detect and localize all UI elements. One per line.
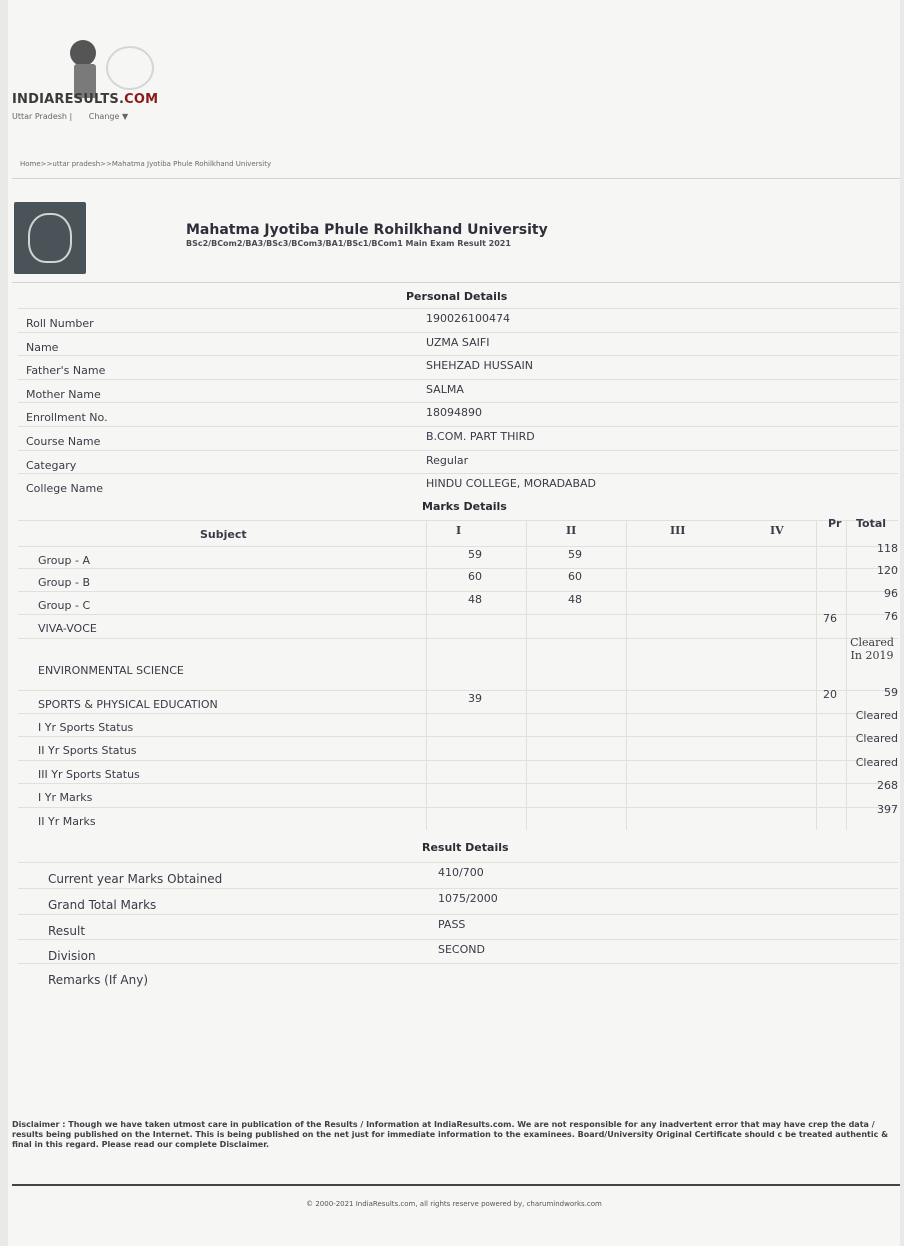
result-label: Remarks (If Any) [48, 973, 149, 987]
mark-col-total: 118 [877, 542, 898, 555]
copyright-text: © 2000-2021 IndiaResults.com, all rights reserve powered by, charumindworks.com [306, 1200, 602, 1208]
logo-suffix: COM [124, 92, 159, 107]
subject-name: Group - C [38, 599, 91, 612]
logo-bubble-icon [106, 46, 154, 90]
state-label: Uttar Pradesh | [12, 112, 73, 121]
mark-col-i: 60 [468, 570, 482, 583]
personal-label: Roll Number [26, 317, 94, 330]
personal-label: Name [26, 340, 59, 354]
result-label: Result [48, 924, 86, 938]
column-header: II [566, 524, 577, 537]
mark-col-pr: 20 [823, 688, 837, 701]
mark-col-ii: 59 [568, 548, 582, 561]
personal-label: Enrollment No. [26, 411, 108, 425]
subject-name: I Yr Sports Status [38, 721, 134, 734]
table-row [18, 546, 898, 569]
grid-line [846, 520, 847, 830]
result-value: 1075/2000 [438, 892, 498, 905]
mark-col-i: 39 [468, 692, 482, 705]
table-row [18, 760, 898, 784]
column-header: I [456, 524, 462, 537]
personal-value: B.COM. PART THIRD [426, 430, 535, 443]
result-details-heading: Result Details [422, 841, 509, 854]
table-row [18, 963, 898, 989]
mark-col-total: 76 [884, 610, 898, 623]
mark-col-i: 59 [468, 548, 482, 561]
mark-col-pr: 76 [823, 612, 837, 625]
subject-name: II Yr Marks [38, 815, 96, 828]
mark-col-ii: 60 [568, 570, 582, 583]
mark-col-total: 268 [877, 779, 898, 792]
mark-col-i: 48 [468, 593, 482, 606]
personal-label: Course Name [26, 435, 101, 448]
change-state-link[interactable]: Change ▼ [88, 112, 129, 121]
grid-line [626, 520, 627, 830]
mark-col-total: 397 [877, 803, 898, 816]
grid-line [526, 520, 527, 830]
mark-col-total: Cleared [855, 709, 898, 722]
result-label: Division [48, 949, 96, 963]
table-row [18, 591, 898, 615]
divider [12, 178, 900, 179]
mark-col-total: 59 [884, 686, 898, 699]
personal-value: UZMA SAIFI [426, 335, 490, 349]
personal-label: College Name [26, 482, 103, 496]
column-header: III [670, 524, 686, 537]
breadcrumb[interactable]: Home>>uttar pradesh>>Mahatma Jyotiba Phule Rohilkhand University [20, 160, 272, 168]
mark-col-total: 120 [877, 564, 898, 577]
exam-title: BSc2/BCom2/BA3/BSc3/BCom3/BA1/BSc1/BCom1 Main Exam Result 2021 [186, 239, 511, 248]
subject-name: ENVIRONMENTAL SCIENCE [38, 664, 184, 677]
subject-name: II Yr Sports Status [38, 744, 137, 757]
personal-value: HINDU COLLEGE, MORADABAD [426, 477, 596, 491]
personal-label: Categary [26, 458, 77, 472]
column-header: Total [856, 517, 887, 530]
divider [12, 282, 900, 283]
subject-name: Group - A [38, 554, 90, 567]
subject-name: VIVA-VOCE [38, 622, 97, 635]
personal-label: Father's Name [26, 364, 106, 378]
personal-value: 190026100474 [426, 312, 510, 325]
result-value: PASS [438, 918, 466, 931]
grid-line [816, 520, 817, 830]
university-seal-icon [14, 202, 86, 274]
result-label: Current year Marks Obtained [48, 872, 223, 886]
grid-line [426, 520, 427, 830]
personal-value: SHEHZAD HUSSAIN [426, 359, 533, 373]
result-value: 410/700 [438, 866, 484, 879]
mark-col-total: 96 [884, 587, 898, 600]
column-header: Pr [828, 517, 842, 530]
result-label: Grand Total Marks [48, 898, 157, 912]
table-row [18, 736, 898, 761]
university-name: Mahatma Jyotiba Phule Rohilkhand University [186, 222, 548, 238]
result-value: SECOND [438, 943, 485, 956]
mark-col-ii: 48 [568, 593, 582, 606]
table-row [18, 614, 898, 639]
subject-name: Group - B [38, 576, 90, 589]
footer-divider [12, 1184, 900, 1186]
logo-text: INDIARESULTS. [12, 92, 125, 107]
table-row [18, 783, 898, 808]
mark-col-total: Cleared In 2019 [850, 636, 894, 662]
personal-value: 18094890 [426, 406, 482, 420]
logo-pin-icon [70, 40, 96, 66]
personal-label: Mother Name [26, 387, 101, 401]
personal-value: Regular [426, 453, 469, 467]
marks-details-heading: Marks Details [422, 500, 507, 513]
table-row [18, 807, 898, 832]
subject-name: SPORTS & PHYSICAL EDUCATION [38, 698, 218, 711]
mark-col-total: Cleared [855, 756, 898, 769]
mark-col-total: Cleared [855, 732, 898, 745]
column-header: IV [770, 524, 784, 537]
disclaimer-text: Disclaimer : Though we have taken utmost care in publication of the Results / Information at IndiaResults.com. We are not responsible for any inadvertent error that may have crep the data / results being published on the Internet. This is being published on the net just for immediate information to the examinees. Board/University Original Certificate should c be treated authentic & final in this regard. Please read our complete Disclaimer. [12, 1120, 889, 1149]
subject-name: III Yr Sports Status [38, 768, 140, 781]
personal-details-heading: Personal Details [406, 290, 508, 303]
table-row [18, 713, 898, 737]
indiaresults-logo[interactable] [8, 36, 198, 126]
table-row [18, 568, 898, 592]
result-page [8, 0, 900, 1246]
personal-value: SALMA [426, 382, 464, 396]
subject-name: I Yr Marks [38, 791, 93, 804]
column-header: Subject [200, 528, 247, 541]
